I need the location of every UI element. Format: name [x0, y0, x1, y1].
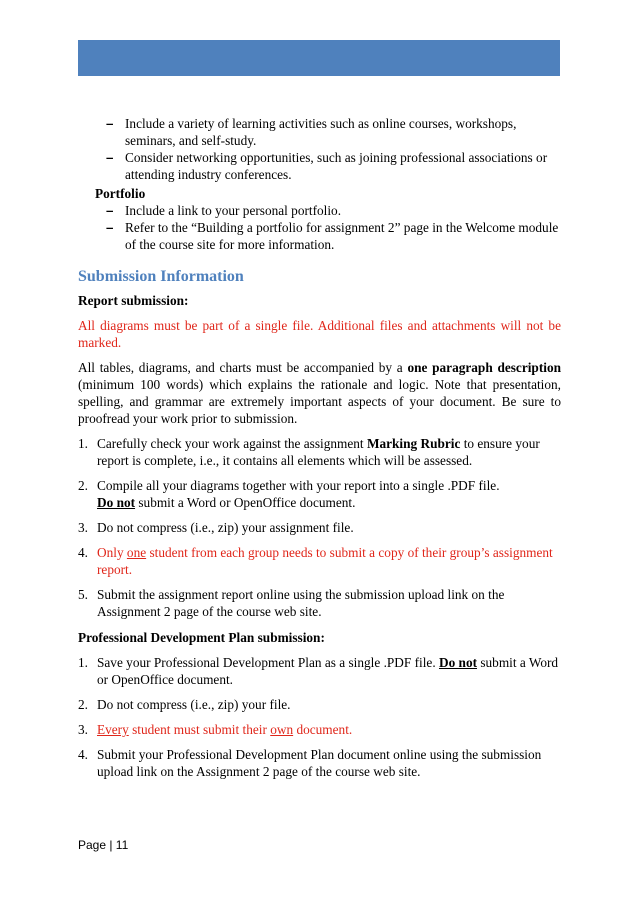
list-item — [78, 519, 561, 536]
step-text: document. — [293, 722, 353, 737]
step-text: Do not compress (i.e., zip) your assignment file. — [97, 520, 354, 535]
paragraph-text: All tables, diagrams, and charts must be accompanied by a — [78, 360, 408, 375]
portfolio-bullet — [78, 185, 561, 202]
list-item — [78, 721, 561, 738]
dash-marker: – — [106, 116, 114, 131]
step-text: student from each group needs to submit a copy of their group’s assignment report. — [97, 545, 553, 577]
step-text: Carefully check your work against the assignment — [97, 436, 367, 451]
list-item — [78, 202, 561, 219]
page-number: Page | 11 — [78, 838, 129, 852]
step-text: Submit your Professional Development Plan document online using the submission upload link on the Assignment 2 page of the course web site. — [97, 747, 542, 779]
list-item — [78, 115, 561, 149]
step-emphasis: Do not — [438, 655, 478, 670]
step-number: 4. — [78, 545, 88, 560]
portfolio-label: Portfolio — [95, 186, 146, 201]
step-number: 4. — [78, 747, 88, 762]
step-emphasis: Marking Rubric — [366, 436, 461, 451]
step-number: 1. — [78, 655, 88, 670]
list-item — [78, 746, 561, 780]
step-number: 3. — [78, 520, 88, 535]
step-text: student must submit their — [128, 722, 271, 737]
list-item-text: Include a link to your personal portfolio. — [125, 203, 342, 218]
paragraph-text: (minimum 100 words) which explains the rationale and logic. Note that presentation, spelling, and grammar are extremely important aspects of your document. Be sure to proofread your work prior to submission. — [78, 377, 561, 426]
step-text: submit a Word or OpenOffice document. — [97, 655, 559, 687]
step-number: 3. — [78, 722, 88, 737]
dash-marker: – — [106, 150, 114, 165]
step-text: to ensure your report is complete, i.e., it contains all elements which will be assessed. — [97, 436, 540, 468]
header-bar — [78, 40, 560, 76]
development-activity-list — [78, 115, 561, 183]
step-text: Save your Professional Development Plan as a single .PDF file. — [97, 655, 439, 670]
dash-marker: – — [106, 203, 114, 218]
step-text: Do not compress (i.e., zip) your file. — [97, 697, 291, 712]
list-item — [78, 696, 561, 713]
paragraph-emphasis: one paragraph description — [407, 360, 561, 375]
step-number: 1. — [78, 436, 88, 451]
submission-heading: Submission Information — [78, 268, 244, 285]
list-item — [78, 586, 561, 620]
portfolio-list — [78, 202, 561, 253]
pdp-steps-list — [78, 654, 561, 780]
step-emphasis: Do not — [97, 495, 136, 510]
step-number: 5. — [78, 587, 88, 602]
list-item-text: Refer to the “Building a portfolio for assignment 2” page in the Welcome module of the course site for more information. — [125, 220, 559, 252]
step-number: 2. — [78, 478, 88, 493]
list-item — [78, 435, 561, 469]
dash-marker: – — [106, 220, 114, 235]
report-submission-heading: Report submission: — [78, 293, 189, 308]
description-paragraph — [78, 359, 561, 427]
step-emphasis: Every — [97, 722, 129, 737]
step-text: Only — [97, 545, 127, 560]
list-item — [78, 544, 561, 578]
step-emphasis: one — [126, 545, 147, 560]
list-item-text: Consider networking opportunities, such as joining professional associations or attending industry conferences. — [125, 150, 548, 182]
report-steps-list — [78, 435, 561, 620]
list-item — [78, 219, 561, 253]
list-item — [78, 149, 561, 183]
step-text: Compile all your diagrams together with your report into a single .PDF file. — [97, 478, 500, 493]
step-text: submit a Word or OpenOffice document. — [135, 495, 356, 510]
list-item — [78, 654, 561, 688]
pdp-submission-heading: Professional Development Plan submission: — [78, 630, 325, 645]
list-item-text: Include a variety of learning activities such as online courses, workshops, seminars, and self-study. — [125, 116, 517, 148]
list-item — [78, 477, 561, 511]
step-emphasis: own — [270, 722, 294, 737]
step-number: 2. — [78, 697, 88, 712]
step-text: Submit the assignment report online using the submission upload link on the Assignment 2 page of the course web site. — [97, 587, 505, 619]
report-warning: All diagrams must be part of a single file. Additional files and attachments will not be marked. — [78, 318, 561, 350]
page-content — [78, 115, 561, 780]
